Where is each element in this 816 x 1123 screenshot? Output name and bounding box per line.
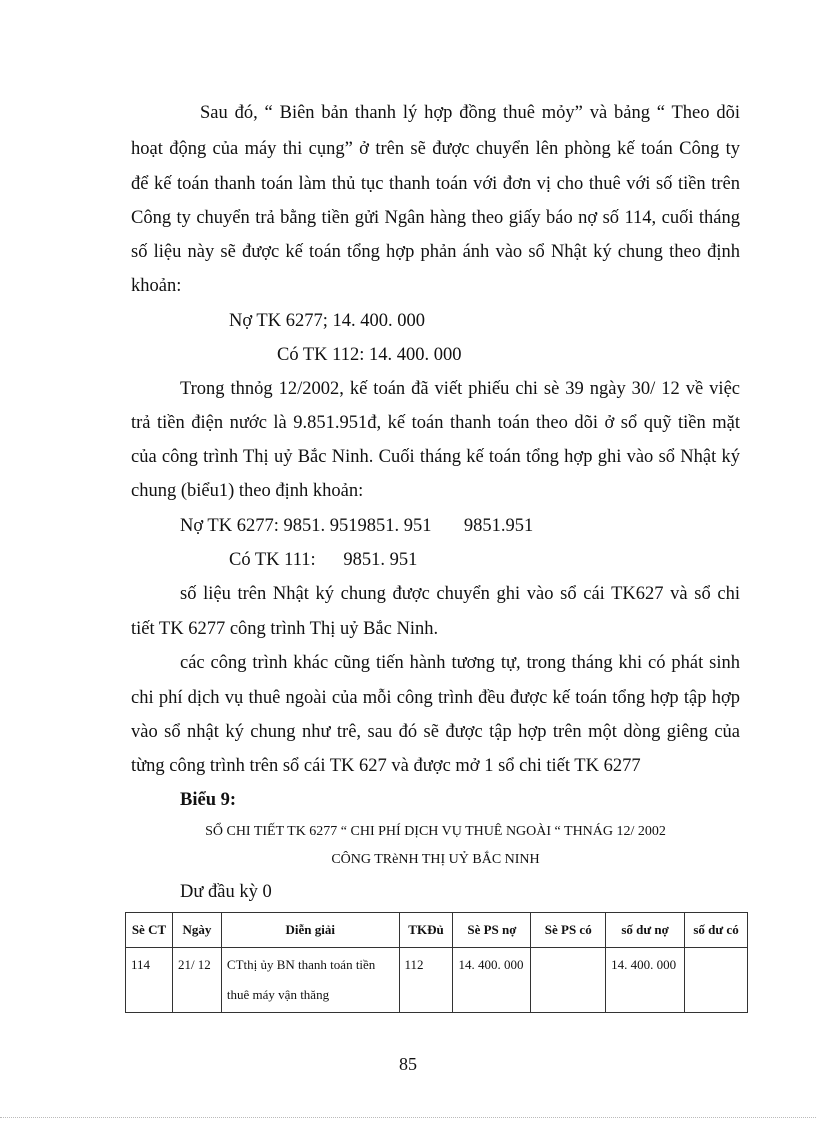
paragraph-3-line-1: số liệu trên Nhật ký chung được chuyển ghi vào sổ cái TK627 và sổ chi [180,584,740,604]
paragraph-2-line-4: chung (biểu1) theo định khoản: [131,481,364,501]
entry-2-debit: Nợ TK 6277: 9851. 9519851. 951 9851.951 [180,516,534,536]
table-row [126,948,748,1013]
paragraph-1-line-1: Sau đó, “ Biên bản thanh lý hợp đồng thuê mỏy” và bảng “ Theo dõi [200,103,740,123]
paragraph-2-line-1: Trong thnỏg 12/2002, kế toán đã viết phiếu chi sè 39 ngày 30/ 12 về việc [180,379,740,399]
paragraph-2-line-2: trả tiền điện nước là 9.851.951đ, kế toán thanh toán theo dõi ở sổ quỹ tiền mặt [131,413,740,433]
paragraph-4-line-3: vào sổ nhật ký chung như trê, sau đó sẽ được tập hợp trên một dòng giêng của [131,722,740,742]
table-cell: 112 [399,948,453,1013]
paragraph-2-line-3: của công trình Thị uỷ Bắc Ninh. Cuối tháng kế toán tổng hợp ghi vào sổ Nhật ký [131,447,740,467]
paragraph-1-line-2: hoạt động của máy thi cụng” ở trên sẽ được chuyển lên phòng kế toán Công ty [131,139,740,159]
entry-1-credit: Có TK 112: 14. 400. 000 [277,345,462,365]
table-cell [685,948,748,1013]
paragraph-3-line-2: tiết TK 6277 công trình Thị uỷ Bắc Ninh. [131,619,439,639]
table-title-line-2: CÔNG TRèNH THỊ UỶ BẮC NINH [331,852,540,867]
paragraph-4-line-4: từng công trình trên sổ cái TK 627 và được mở 1 sổ chi tiết TK 6277 [131,756,641,776]
ledger-table [125,912,748,1013]
table-label: Biểu 9: [180,790,237,810]
header-cell: số dư nợ [606,913,685,948]
header-cell: Ngày [172,913,221,948]
table-cell: CTthị ủy BN thanh toán tiền thuê máy vận thăng [221,948,399,1013]
entry-2-credit: Có TK 111: 9851. 951 [229,550,418,570]
header-cell: Sè CT [126,913,173,948]
paragraph-1-line-3: để kế toán thanh toán làm thủ tục thanh toán với đơn vị cho thuê với số tiền trên [131,174,740,194]
table-cell: 14. 400. 000 [453,948,531,1013]
table-cell: 21/ 12 [172,948,221,1013]
table-cell: 114 [126,948,173,1013]
header-cell: Diễn giải [221,913,399,948]
opening-balance: Dư đầu kỳ 0 [180,882,272,902]
header-cell: TKĐủ [399,913,453,948]
footer-divider [0,1117,816,1118]
header-cell: Sè PS nợ [453,913,531,948]
header-cell: Sè PS có [531,913,606,948]
page-number: 85 [399,1054,417,1074]
header-cell: số dư có [685,913,748,948]
table-cell [531,948,606,1013]
paragraph-1-line-6: khoản: [131,276,182,296]
table-cell: 14. 400. 000 [606,948,685,1013]
paragraph-1-line-5: số liệu này sẽ được kế toán tổng hợp phản ánh vào sổ Nhật ký chung theo định [131,242,740,262]
paragraph-4-line-1: các công trình khác cũng tiến hành tương tự, trong tháng khi có phát sinh [180,653,740,673]
paragraph-1-line-4: Công ty chuyển trả bằng tiền gửi Ngân hàng theo giấy báo nợ số 114, cuối tháng [131,208,740,228]
paragraph-4-line-2: chi phí dịch vụ thuê ngoài của mỗi công trình đều được kế toán tổng hợp tập hợp [131,688,740,708]
table-header-row [126,913,748,948]
table-title-line-1: SỔ CHI TIẾT TK 6277 “ CHI PHÍ DỊCH VỤ THUÊ NGOÀI “ THNÁG 12/ 2002 [205,824,666,839]
entry-1-debit: Nợ TK 6277; 14. 400. 000 [229,311,425,331]
